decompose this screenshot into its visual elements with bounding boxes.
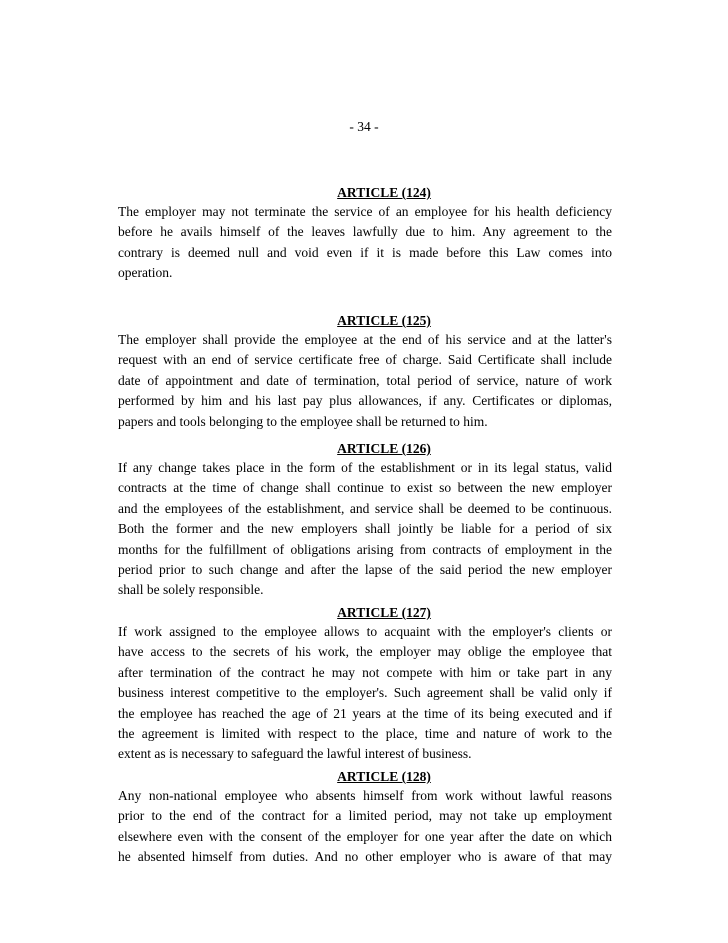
article-126: [118, 440, 612, 601]
article-body: [118, 786, 612, 868]
text-line: he absented himself from duties. And no other employer who is aware of that may: [118, 849, 612, 865]
article-heading: ARTICLE (128): [337, 769, 431, 784]
text-line: The employer may not terminate the service of an employee for his health deficiency: [118, 204, 612, 219]
text-line: months for the fulfillment of obligations arising from contracts of employment in the: [118, 541, 612, 557]
page-number: - 34 -: [349, 119, 379, 134]
text-line: elsewhere even with the consent of the employer for one year after the date on which: [118, 828, 612, 844]
article-body: [118, 330, 612, 432]
text-line: If any change takes place in the form of the establishment or in its legal status, valid: [118, 460, 612, 475]
text-line: The employer shall provide the employee at the end of his service and at the latter's: [118, 332, 612, 347]
text-line: period prior to such change and after the lapse of the said period the new employer: [118, 562, 612, 578]
text-line: If work assigned to the employee allows to acquaint with the employer's clients or: [118, 624, 612, 639]
article-heading: ARTICLE (124): [337, 185, 431, 200]
article-heading: ARTICLE (125): [337, 313, 431, 328]
text-line: prior to the end of the contract for a limited period, may not take up employment: [118, 808, 612, 824]
text-line: operation.: [118, 265, 173, 281]
text-line: and the employees of the establishment, and service shall be deemed to be continuous.: [118, 500, 612, 516]
article-body: [118, 622, 612, 765]
text-line: the agreement is limited with respect to the place, time and nature of work to the: [118, 726, 612, 742]
article-128: [118, 768, 612, 868]
text-line: papers and tools belonging to the employee shall be returned to him.: [118, 413, 488, 429]
text-line: date of appointment and date of termination, total period of service, nature of work: [118, 372, 612, 388]
text-line: before he avails himself of the leaves lawfully due to him. Any agreement to the: [118, 224, 612, 240]
text-line: extent as is necessary to safeguard the lawful interest of business.: [118, 746, 472, 762]
article-127: [118, 604, 612, 765]
article-heading: ARTICLE (127): [337, 605, 431, 620]
article-heading: ARTICLE (126): [337, 441, 431, 456]
text-line: request with an end of service certificate free of charge. Said Certificate shall include: [118, 352, 612, 368]
text-line: Both the former and the new employers shall jointly be liable for a period of six: [118, 521, 612, 537]
article-body: [118, 202, 612, 284]
article-body: [118, 458, 612, 601]
article-125: [118, 312, 612, 432]
text-line: have access to the secrets of his work, the employer may oblige the employee that: [118, 644, 612, 660]
text-line: performed by him and his last pay plus allowances, if any. Certificates or diplomas,: [118, 393, 612, 409]
text-line: business interest competitive to the employer's. Such agreement shall be valid only if: [118, 685, 612, 701]
text-line: contracts at the time of change shall continue to exist so between the new employer: [118, 480, 612, 496]
text-line: Any non-national employee who absents himself from work without lawful reasons: [118, 788, 612, 803]
article-124: [118, 184, 612, 284]
text-line: the employee has reached the age of 21 years at the time of its being executed and if: [118, 705, 612, 721]
text-line: contrary is deemed null and void even if it is made before this Law comes into: [118, 244, 612, 260]
text-line: shall be solely responsible.: [118, 582, 264, 598]
text-line: after termination of the contract he may not compete with him or take part in any: [118, 664, 612, 680]
